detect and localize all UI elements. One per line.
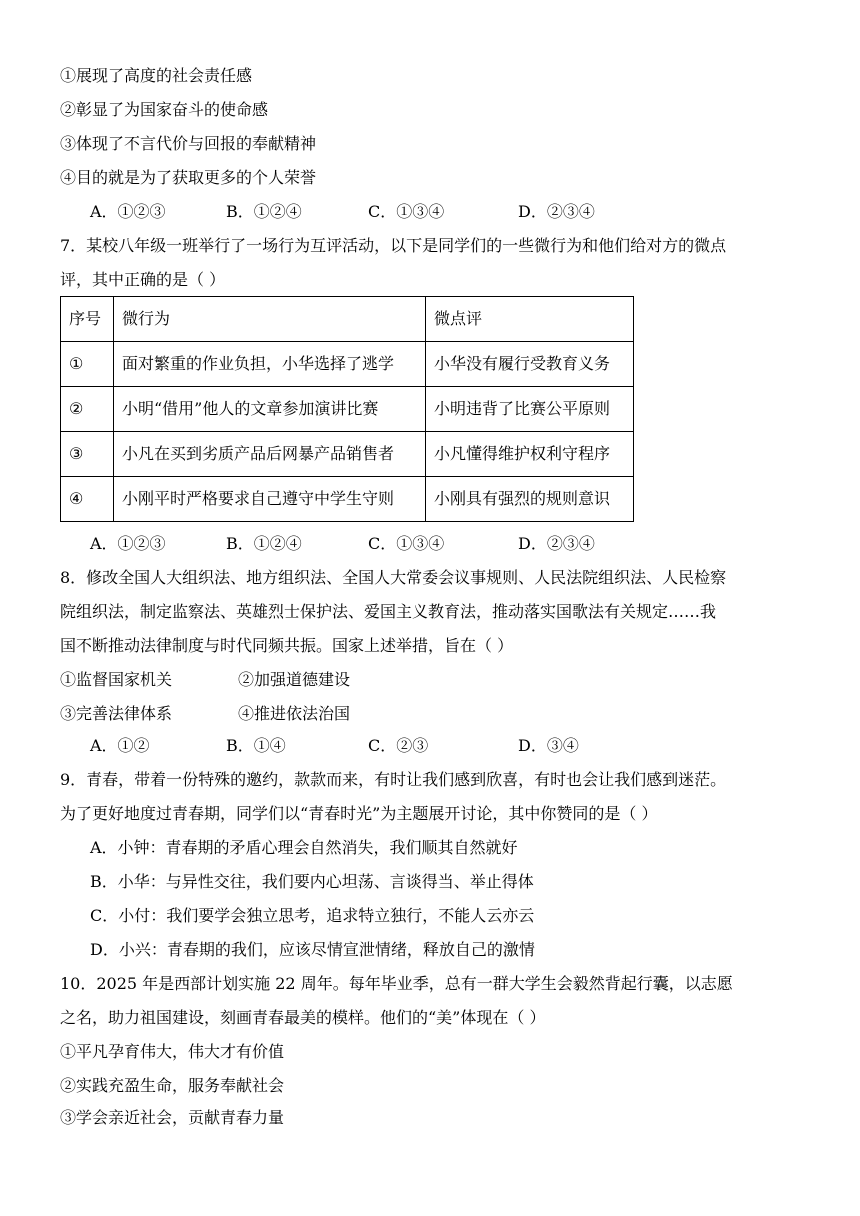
q6-options bbox=[90, 202, 710, 222]
q7-stem-line-2: 评，其中正确的是（ ） bbox=[60, 270, 226, 289]
q8-statement-1: ①监督国家机关 bbox=[60, 670, 173, 689]
q8-option-b: B．①④ bbox=[226, 736, 286, 755]
q7-header-index: 序号 bbox=[61, 297, 114, 342]
q6-option-c: C．①③④ bbox=[368, 202, 445, 221]
q10-stem-line-2: 之名，助力祖国建设，刻画青春最美的模样。他们的“美”体现在（ ） bbox=[60, 1008, 546, 1027]
q8-option-a: A．①② bbox=[90, 736, 150, 755]
q7-row-comment: 小明违背了比赛公平原则 bbox=[426, 387, 634, 432]
q9-stem-line-2: 为了更好地度过青春期，同学们以“青春时光”为主题展开讨论，其中你赞同的是（ ） bbox=[60, 804, 658, 823]
q6-statement-1: ①展现了高度的社会责任感 bbox=[60, 66, 253, 85]
q7-options bbox=[90, 534, 710, 554]
q10-statement-1: ①平凡孕育伟大，伟大才有价值 bbox=[60, 1042, 285, 1061]
q10-stem-line-1: 10．2025 年是西部计划实施 22 周年。每年毕业季，总有一群大学生会毅然背起行囊，以志愿 bbox=[60, 974, 733, 993]
q7-row-comment: 小刚具有强烈的规则意识 bbox=[426, 477, 634, 522]
q6-option-b: B．①②④ bbox=[226, 202, 302, 221]
q7-row-index: ① bbox=[61, 342, 114, 387]
q7-row-behavior: 小刚平时严格要求自己遵守中学生守则 bbox=[114, 477, 426, 522]
q7-option-d: D．②③④ bbox=[518, 534, 595, 553]
q7-table-header bbox=[61, 297, 634, 342]
q6-option-a: A．①②③ bbox=[90, 202, 166, 221]
q7-row-index: ③ bbox=[61, 432, 114, 477]
q7-row-comment: 小凡懂得维护权利守程序 bbox=[426, 432, 634, 477]
q7-option-b: B．①②④ bbox=[226, 534, 302, 553]
q9-choice-a: A．小钟：青春期的矛盾心理会自然消失，我们顺其自然就好 bbox=[90, 838, 518, 857]
q6-statement-3: ③体现了不言代价与回报的奉献精神 bbox=[60, 134, 317, 153]
q7-row-index: ② bbox=[61, 387, 114, 432]
q7-header-behavior: 微行为 bbox=[114, 297, 426, 342]
q8-option-c: C．②③ bbox=[368, 736, 429, 755]
q7-table bbox=[60, 296, 634, 522]
q10-statement-2: ②实践充盈生命，服务奉献社会 bbox=[60, 1076, 285, 1095]
q7-row-behavior: 小凡在买到劣质产品后网暴产品销售者 bbox=[114, 432, 426, 477]
table-row bbox=[61, 387, 634, 432]
q6-statement-2: ②彰显了为国家奋斗的使命感 bbox=[60, 100, 269, 119]
q7-row-behavior: 小明“借用”他人的文章参加演讲比赛 bbox=[114, 387, 426, 432]
q8-options bbox=[90, 736, 710, 756]
q10-statement-3: ③学会亲近社会，贡献青春力量 bbox=[60, 1108, 285, 1127]
q8-stem-line-3: 国不断推动法律制度与时代同频共振。国家上述举措，旨在（ ） bbox=[60, 636, 514, 655]
q6-statement-4: ④目的就是为了获取更多的个人荣誉 bbox=[60, 168, 317, 187]
table-row bbox=[61, 342, 634, 387]
q6-option-d: D．②③④ bbox=[518, 202, 595, 221]
q7-header-comment: 微点评 bbox=[426, 297, 634, 342]
q8-statement-2: ②加强道德建设 bbox=[238, 670, 351, 689]
table-row bbox=[61, 432, 634, 477]
q8-option-d: D．③④ bbox=[518, 736, 579, 755]
q9-stem-line-1: 9．青春，带着一份特殊的邀约，款款而来，有时让我们感到欣喜，有时也会让我们感到迷茫。 bbox=[60, 770, 727, 789]
q8-stem-line-2: 院组织法，制定监察法、英雄烈士保护法、爱国主义教育法，推动落实国歌法有关规定……我 bbox=[60, 602, 717, 621]
q9-choice-b: B．小华：与异性交往，我们要内心坦荡、言谈得当、举止得体 bbox=[90, 872, 534, 891]
q7-row-index: ④ bbox=[61, 477, 114, 522]
q7-row-behavior: 面对繁重的作业负担，小华选择了逃学 bbox=[114, 342, 426, 387]
q8-stem-line-1: 8．修改全国人大组织法、地方组织法、全国人大常委会议事规则、人民法院组织法、人民检察 bbox=[60, 568, 727, 587]
q7-stem-line-1: 7．某校八年级一班举行了一场行为互评活动，以下是同学们的一些微行为和他们给对方的微点 bbox=[60, 236, 727, 255]
q8-statement-4: ④推进依法治国 bbox=[238, 704, 351, 723]
q7-row-comment: 小华没有履行受教育义务 bbox=[426, 342, 634, 387]
table-row bbox=[61, 477, 634, 522]
q7-option-a: A．①②③ bbox=[90, 534, 166, 553]
q8-statement-3: ③完善法律体系 bbox=[60, 704, 173, 723]
q9-choice-d: D．小兴：青春期的我们，应该尽情宣泄情绪，释放自己的激情 bbox=[90, 940, 535, 959]
q9-choice-c: C．小付：我们要学会独立思考，追求特立独行，不能人云亦云 bbox=[90, 906, 535, 925]
q7-option-c: C．①③④ bbox=[368, 534, 445, 553]
